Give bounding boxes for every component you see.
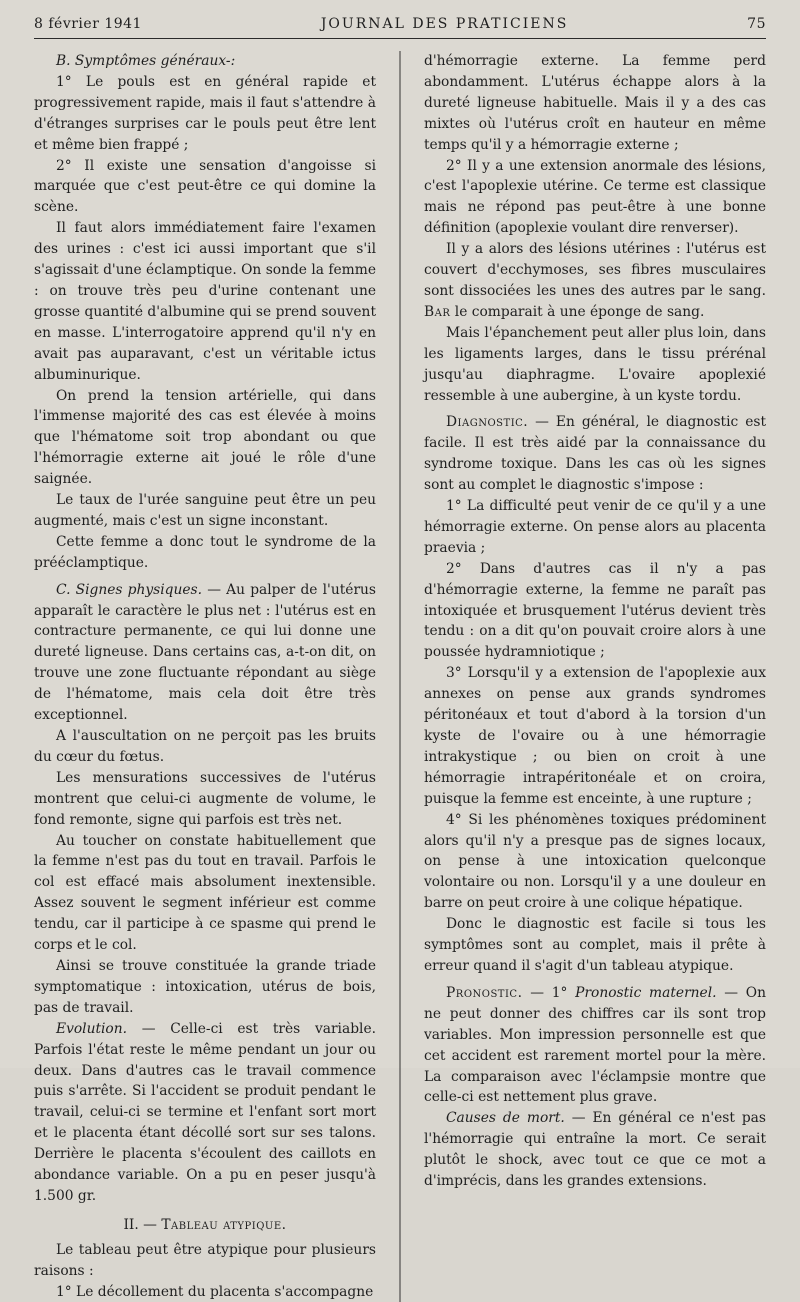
header-journal-title: JOURNAL DES PRATICIENS: [320, 16, 569, 32]
column-divider: [400, 51, 401, 1302]
paragraph: On prend la tension artérielle, qui dans l'immense majorité des cas est élevée à moins que l'hématome soit trop abondant ou que l'hémorragie externe ait joué le rôle d'une saignée.: [34, 387, 376, 488]
left-column: [34, 51, 376, 1302]
paragraph-text: — Au palper de l'utérus apparaît le caractère le plus net : l'utérus est en contracture permanente, ce qui lui donne une dureté ligneuse. Dans certains cas, a-t-on dit, on trouve une zone fluctuante répondant au siège de l'hématome, mais cela doit être très exceptionnel.: [34, 581, 377, 724]
paragraph-continued: d'hémorragie externe. La femme perd abondamment. L'utérus échappe alors à la dureté ligneuse habituelle. Mais il y a des cas mixtes où l'utérus croît en hauteur en même temps qu'il y a hémorragie externe ;: [424, 53, 766, 153]
paragraph-text: — En général, le diagnostic est facile. Il est très aidé par la connaissance du syndrome toxique. Dans les cas où les signes sont au complet le diagnostic s'impose :: [424, 414, 766, 494]
subsection-symptomes-generaux: [34, 51, 376, 72]
paragraph: 2° Il y a une extension anormale des lésions, c'est l'apoplexie utérine. Ce terme est classique mais ne répond pas peut-être à une bonne définition (apoplexie voulant dire renverser).: [424, 157, 766, 237]
paragraph: Ainsi se trouve constituée la grande triade symptomatique : intoxication, utérus de bois, pas de travail.: [34, 957, 376, 1016]
paragraph-text: — 1°: [522, 984, 576, 1001]
paragraph: Donc le diagnostic est facile si tous les symptômes sont au complet, mais il prête à erreur quand il s'agit d'un tableau atypique.: [424, 916, 766, 974]
two-column-body: [34, 51, 766, 1302]
paragraph: A l'auscultation on ne perçoit pas les bruits du cœur du fœtus.: [34, 728, 376, 765]
subsection-title: B. Symptômes généraux-:: [56, 53, 236, 69]
subsection-causes-de-mort: [424, 1108, 766, 1192]
paragraph-text: — Celle-ci est très variable. Parfois l'état reste le même pendant un jour ou deux. Dans d'autres cas le travail commence puis s'arrête. Si l'accident se produit pendant le travail, celui-ci se termine et l'enfant sort mort et le placenta étant décollé sort sur ses talons. Derrière le placenta s'écoulent des caillots en abondance variable. On a pu en peser jusqu'à 1.500 gr.: [34, 1020, 376, 1204]
paragraph-text: — En général ce n'est pas l'hémorragie qui entraîne la mort. Ce serait plutôt le shock, avec tout ce que ce mot a d'imprécis, dans les grandes extensions.: [424, 1110, 766, 1190]
paragraph: Mais l'épanchement peut aller plus loin, dans les ligaments larges, dans le tissu prérénal jusqu'au diaphragme. L'ovaire apoplexié ressemble à une aubergine, à un kyste tordu.: [424, 324, 766, 404]
paragraph: 2° Dans d'autres cas il n'y a pas d'hémorragie externe, la femme ne paraît pas intoxiquée et brusquement l'utérus devient très tendu : on a dit qu'on pouvait croire alors à une poussée hydramniotique ;: [424, 560, 766, 661]
subsection-title: Pronostic.: [446, 984, 523, 1001]
subsection-title: Evolution.: [56, 1020, 128, 1037]
paragraph: 3° Lorsqu'il y a extension de l'apoplexie aux annexes on pense aux grands syndromes péritonéaux et tout d'abord à la torsion d'un kyste de l'ovaire ou à une hémorragie intrakystique ; ou bien on croit à une hémorragie intrapéritonéale et on croira, puisque la femme est enceinte, à une rupture ;: [424, 665, 766, 807]
paragraph-text: — On ne peut donner des chiffres car ils sont trop variables. Mon impression personnelle est que cet accident est rarement mortel pour la mère. La comparaison avec l'éclampsie montre que celle-ci est nettement plus grave.: [424, 984, 766, 1106]
paragraph: Il faut alors immédiatement faire l'examen des urines : c'est ici aussi important que s'il s'agissait d'une éclamptique. On sonde la femme : on trouve très peu d'urine contenant une grosse quantité d'albumine qui se prend souvent en masse. L'interrogatoire apprend qu'il n'y en avait pas auparavant, c'est un véritable ictus albuminurique.: [34, 220, 376, 383]
paragraph: [424, 239, 766, 323]
subsection-evolution: [34, 1019, 376, 1207]
paragraph: Le tableau peut être atypique pour plusieurs raisons :: [34, 1241, 376, 1279]
paragraph: 1° La difficulté peut venir de ce qu'il y a une hémorragie externe. On pense alors au placenta praevia ;: [424, 498, 766, 556]
paragraph-text: Il y a alors des lésions utérines : l'utérus est couvert d'ecchymoses, ses fibres musculaires sont dissociées les unes des autres par le sang.: [424, 241, 766, 299]
paragraph: 4° Si les phénomènes toxiques prédominent alors qu'il n'y a presque pas de signes locaux, on pense à une intoxication quelconque volontaire ou non. Lorsqu'il y a une douleur en barre on peut croire à une colique hépatique.: [424, 811, 766, 912]
subsection-diagnostic: [424, 412, 766, 496]
subsection-title: Diagnostic.: [446, 414, 529, 431]
paragraph: Au toucher on constate habituellement que la femme n'est pas du tout en travail. Parfois le col est effacé mais absolument inextensible. Assez souvent le segment inférieur est comme tendu, car il participe à ce spasme qui prend le corps et le col.: [34, 832, 376, 954]
subsection-signes-physiques: [34, 580, 376, 726]
paragraph: Cette femme a donc tout le syndrome de la prééclamptique.: [34, 533, 376, 571]
header-date: 8 février 1941: [34, 16, 142, 32]
paragraph: 2° Il existe une sensation d'angoisse si marquée que c'est peut-être ce qui domine la scène.: [34, 157, 376, 216]
section-number: II. —: [123, 1216, 162, 1233]
right-column: [424, 51, 766, 1302]
paragraph: 1° Le décollement du placenta s'accompagne: [56, 1283, 374, 1300]
subsection-subtitle: Causes de mort.: [446, 1110, 565, 1127]
header-page-number: 75: [747, 16, 766, 32]
section-title: Tableau atypique.: [161, 1216, 287, 1233]
section-heading-tableau-atypique: [34, 1215, 376, 1236]
author-name: Bar: [424, 303, 451, 320]
paragraph: 1° Le pouls est en général rapide et progressivement rapide, mais il faut s'attendre à d'étranges surprises car le pouls peut être lent et même bien frappé ;: [34, 73, 376, 153]
subsection-pronostic: [424, 983, 766, 1108]
paragraph: Les mensurations successives de l'utérus montrent que celui-ci augmente de volume, le fond remonte, signe qui parfois est très net.: [34, 769, 376, 828]
paragraph: Le taux de l'urée sanguine peut être un peu augmenté, mais c'est un signe inconstant.: [34, 492, 376, 529]
subsection-title: C. Signes physiques.: [56, 581, 203, 598]
running-header: [34, 16, 766, 39]
paragraph-text: le comparait à une éponge de sang.: [450, 303, 705, 320]
subsection-subtitle: Pronostic maternel.: [575, 984, 717, 1001]
